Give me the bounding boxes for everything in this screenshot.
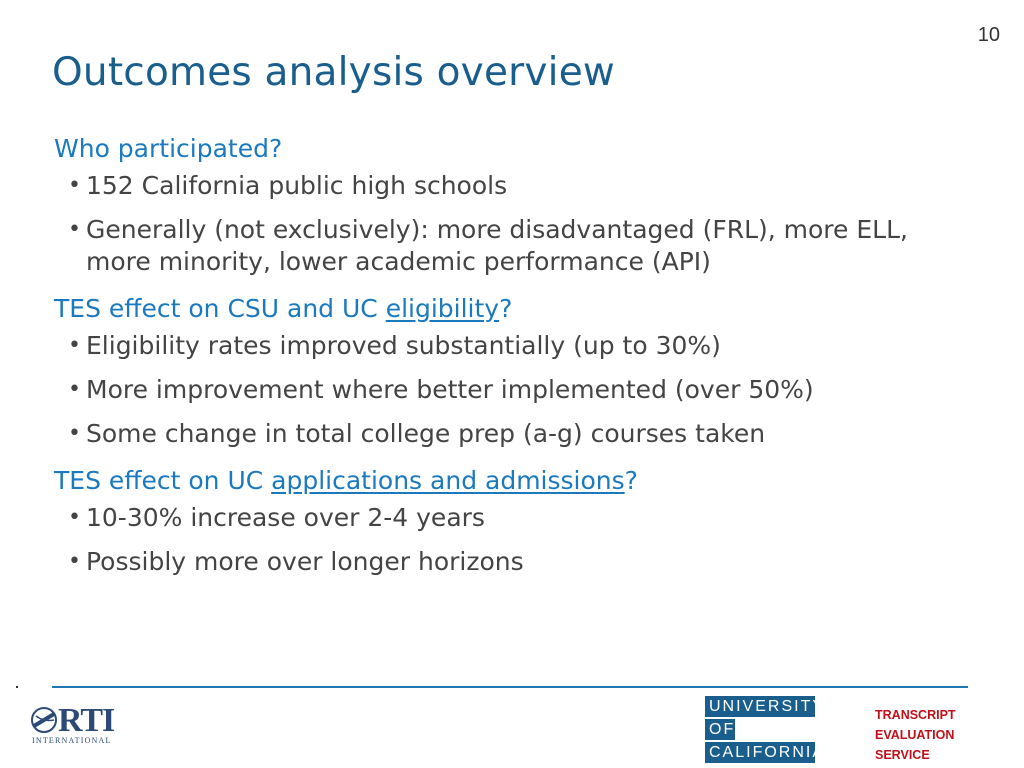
decorative-dot xyxy=(16,686,18,688)
uc-logo-line: CALIFORNIA xyxy=(705,742,815,763)
heading-suffix: ? xyxy=(499,294,513,323)
applications-admissions-link[interactable]: applications and admissions xyxy=(271,466,625,495)
participation-list xyxy=(54,170,954,278)
tes-logo-line: TRANSCRIPT xyxy=(875,708,956,722)
list-item: • Eligibility rates improved substantially (up to 30%) xyxy=(54,330,954,362)
footer-divider xyxy=(52,686,968,688)
tes-logo xyxy=(875,705,956,765)
admissions-list xyxy=(54,502,954,578)
uc-logo-line: UNIVERSITY xyxy=(705,696,815,717)
slide-content xyxy=(54,132,954,590)
section-heading-admissions xyxy=(54,464,954,498)
list-item: • Generally (not exclusively): more disadvantaged (FRL), more ELL, more minority, lower academic performance (API) xyxy=(54,214,954,278)
page-title: Outcomes analysis overview xyxy=(52,50,615,95)
heading-text: TES effect on UC xyxy=(54,466,272,495)
tes-logo-line: EVALUATION xyxy=(875,728,955,742)
list-item: • More improvement where better implemented (over 50%) xyxy=(54,374,954,406)
rti-logo-subtitle: INTERNATIONAL xyxy=(32,736,112,745)
heading-suffix: ? xyxy=(624,466,638,495)
list-item: • Possibly more over longer horizons xyxy=(54,546,954,578)
slide-number: 10 xyxy=(977,24,1000,46)
rti-logo-text: RTI xyxy=(58,702,115,739)
eligibility-link[interactable]: eligibility xyxy=(385,294,500,323)
list-item: • 152 California public high schools xyxy=(54,170,954,202)
section-heading-participation: Who participated? xyxy=(54,134,283,163)
list-item: • 10-30% increase over 2-4 years xyxy=(54,502,954,534)
uc-logo xyxy=(705,696,826,765)
tes-logo-line: SERVICE xyxy=(875,748,930,762)
heading-text: TES effect on CSU and UC xyxy=(54,294,386,323)
uc-logo-line: OF xyxy=(705,719,735,740)
eligibility-list xyxy=(54,330,954,450)
list-item: • Some change in total college prep (a-g) courses taken xyxy=(54,418,954,450)
section-heading-eligibility xyxy=(54,292,954,326)
